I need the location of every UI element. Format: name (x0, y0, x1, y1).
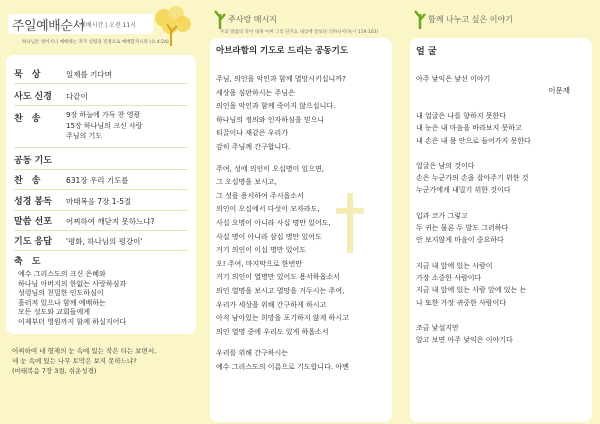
divider (14, 189, 188, 190)
subtitle-verse: 하나님은 영이시니 예배하는 자가 신령과 진정으로 예배할지니라 (요 4:24) (22, 40, 169, 45)
poem-line: 나 또한 가장 귀중한 사람이다 (416, 298, 507, 307)
leaf-icon (413, 8, 427, 30)
footer-line: 어찌하여 네 형제의 눈 속에 있는 작은 티는 보면서, (12, 347, 157, 355)
prayer-line: 아직 남아있는 희망을 포기하지 않게 하시고 (216, 314, 349, 323)
prayer-line: 거기 의인이 이십 명만 있어도 (216, 246, 307, 255)
divider (14, 210, 188, 211)
order-card (6, 55, 196, 334)
divider (14, 230, 188, 231)
order-value: 어찌하여 깨닫지 못하느냐? (66, 217, 155, 226)
order-item (14, 111, 66, 124)
prayer-title: 아브라함의 기도로 드리는 공동기도 (216, 46, 349, 56)
order-value: 일제를 기다며 (66, 70, 112, 79)
order-label: 공동 기도 (14, 156, 52, 166)
prayer-line: 의인 열명 중에 우리도 있게 하옵소서 (216, 327, 329, 336)
prayer-line: 의인 열명을 보시고 멸망을 거두시는 주여, (216, 286, 345, 295)
prayer-line: 오! 주여, 마지막으로 한번만 (216, 259, 303, 268)
order-label: 사도 신경 (14, 92, 52, 102)
section-heading: 주사랑 메시지 (228, 15, 277, 24)
prayer-line: 우리를 위해 간구하시는 (216, 349, 289, 358)
divider (14, 147, 188, 148)
order-item (14, 67, 112, 80)
order-label: 묵 상 (14, 70, 41, 80)
spacer (216, 339, 349, 347)
poem-line: 내 눈은 내 마음을 바라보지 못하고 (416, 124, 522, 133)
poem-line: 지금 내 앞에 있는 사람이 (416, 261, 493, 270)
order-value: 631장 우리 기도를 (66, 176, 129, 185)
prayer-line: 의인을 악인과 함께 죽이지 않으십니다. (216, 102, 336, 111)
page-title-box (8, 14, 153, 34)
spacer (416, 147, 531, 160)
order-label: 기도 응답 (14, 237, 52, 247)
poem-line: 지금 내 앞에 있는 사람 앞에 있는 는 (416, 286, 527, 295)
prayer-line: 세상을 심판하시는 주님은 (216, 88, 295, 97)
order-label: 찬 송 (14, 176, 41, 186)
prayer-body (216, 73, 349, 374)
order-label: 말씀 선포 (14, 217, 52, 227)
prayer-line: 하나님의 정의와 인자하심을 믿으니 (216, 115, 325, 124)
divider (14, 169, 188, 170)
divider (14, 83, 188, 84)
prayer-line: 감히 주님께 간구합니다. (216, 142, 291, 151)
prayer-line: 그 성을 용서하여 주시옵소서 (216, 191, 304, 200)
benediction-line: 하나님 아버지의 한없는 사랑하심과 (18, 279, 127, 288)
order-label: 축 도 (14, 257, 41, 267)
prayer-line: 사십 오명이 아니라 사십 명만 있어도, (216, 218, 331, 227)
poem-line: 입과 코가 그렇고 (416, 211, 468, 220)
prayer-line: 주님, 의인을 악인과 함께 멸망시키십니까? (216, 75, 346, 83)
order-item (14, 89, 88, 102)
poem-subtitle: 아주 낯익은 낯선 이야기 (416, 75, 491, 83)
benediction-line: 모든 성도와 교회들에게 (18, 308, 91, 316)
order-item (14, 254, 66, 267)
page-title: 주일예배순서 (12, 19, 85, 34)
section-heading: 함께 나누고 싶은 이야기 (428, 15, 513, 24)
prayer-line: 그 오십명을 보시고, (216, 178, 277, 187)
order-value: 마태복음 7장 1-5절 (66, 197, 132, 206)
poem-line: 얼굴은 남의 것이다 (416, 161, 475, 170)
poem-line: 알고 보면 아주 낯익은 이야기다 (416, 336, 513, 345)
order-label: 성경 봉독 (14, 197, 52, 207)
order-value: '평화, 하나님의 평강이' (66, 237, 143, 246)
story-panel (400, 0, 600, 424)
leaf-icon (213, 8, 227, 30)
prayer-line: 거기 의인이 열명만 있어도 용서하옵소서 (216, 273, 340, 282)
spacer (216, 155, 349, 163)
poem-body (416, 110, 531, 346)
scripture-footer (12, 346, 156, 376)
poem-line: 내 손은 내 몸 안으로 들어가지 못한다 (416, 136, 531, 145)
section-verse: 주의 말씀의 맛이 내게 어찌 그리 단지요 내입에 꿀보다 더하니이다(시 119:103) (220, 30, 379, 35)
spacer (416, 247, 531, 260)
order-item (14, 153, 66, 166)
poem-line: 가장 소중한 사람이다 (416, 273, 482, 282)
poem-line: 두 귀는 물론 두 발도 그러하다 (416, 224, 509, 233)
prayer-line: 의인이 오십에서 다섯이 모자라도, (216, 205, 320, 214)
poem-card (410, 38, 592, 422)
message-panel (200, 0, 400, 424)
prayer-line: 우리가 세상을 위해 간구하게 하시고 (216, 300, 327, 309)
prayer-card (210, 38, 392, 422)
prayer-line: 사십 명이 아니라 삼십 명만 있어도 (216, 232, 322, 241)
hymn-list: 9장 하늘에 가득 찬 영광 15장 하나님의 크신 사랑 주님의 기도 (66, 111, 143, 140)
benediction-line: 성령님의 친밀한 인도하심이 (18, 289, 104, 297)
order-item (14, 234, 142, 247)
divider (14, 105, 188, 106)
service-time: 예배시간 | 오전 11시 (80, 22, 136, 29)
poem-line: 누군가에게 내밀기 위한 것이다 (416, 186, 511, 195)
order-item (14, 194, 131, 207)
worship-order-panel (0, 0, 200, 424)
poem-line: 조금 낯설지만 (416, 323, 459, 332)
poem-title: 얼 굴 (416, 47, 437, 57)
divider (14, 250, 188, 251)
footer-line: (마태복음 7장 3절, 쉬운성경) (12, 367, 97, 375)
benediction-line: 흘러져 있으나 함께 예배하는 (18, 298, 106, 307)
benediction-line: 이제부터 영원까지 함께 하실지어다 (18, 317, 127, 326)
prayer-line: 티끌이나 재같은 우리가 (216, 129, 289, 138)
poem-line: 안 보지않게 마음이 중요하다 (416, 236, 504, 245)
spacer (416, 309, 531, 322)
benediction-line: 예수 그리스도의 크신 은혜와 (18, 270, 106, 278)
poem-line: 손은 누군가의 손을 잡아주기 위한 것 (416, 174, 529, 183)
prayer-line: 예수 그리스도의 이름으로 기도합니다. 아멘 (216, 362, 349, 371)
order-value: 다같이 (66, 92, 88, 101)
order-label: 찬 송 (14, 114, 41, 124)
prayer-line: 주여, 성에 의인이 오십명이 있으면, (216, 164, 325, 173)
footer-line: 네 눈 속에 있는 나무 토막은 보지 못하느냐? (12, 357, 137, 365)
spacer (416, 197, 531, 210)
order-item (14, 214, 154, 227)
poem-author: 이문재 (548, 86, 570, 95)
benediction (18, 270, 126, 327)
poem-line: 내 얼굴은 나를 향하지 못한다 (416, 112, 507, 120)
order-item (14, 173, 129, 186)
